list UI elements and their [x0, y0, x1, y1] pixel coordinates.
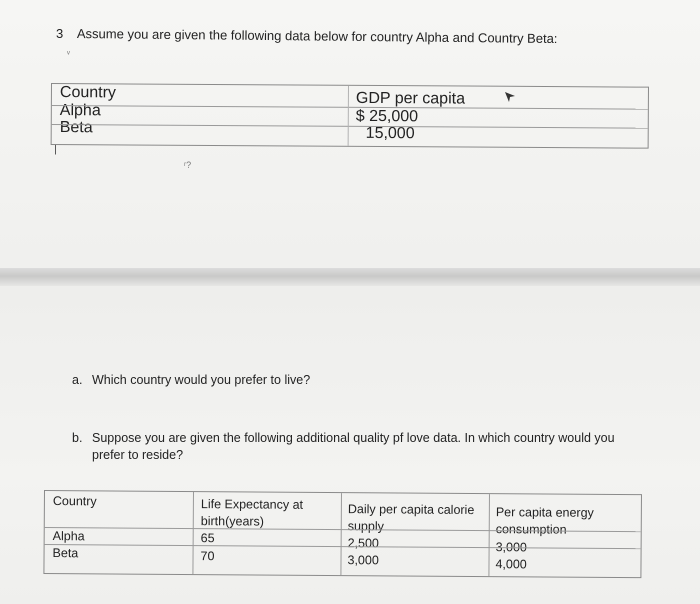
- table-divider: [340, 493, 342, 575]
- table-cell-energy: 3,000: [495, 540, 527, 555]
- table-cell-country: Beta: [52, 546, 79, 561]
- table-divider: [45, 544, 641, 549]
- table-header-life-expectancy: Life Expectancy at birth(years): [200, 497, 304, 529]
- question-number: 3: [56, 26, 64, 41]
- table-cell-country: Alpha: [59, 101, 101, 119]
- table-header-country: Country: [52, 494, 97, 509]
- table-cell-life: 65: [200, 531, 215, 546]
- table-divider: [52, 105, 648, 110]
- table-header-calorie: Daily per capita calorie supply: [347, 502, 475, 534]
- table-cell-calorie: 2,500: [347, 536, 379, 551]
- cursor-icon: [505, 92, 515, 102]
- table-cell-country: Alpha: [52, 529, 85, 544]
- part-b-text: Suppose you are given the following additional quality pf love data. In which country would you prefer to reside?: [92, 431, 615, 462]
- table-cell-life: 70: [200, 549, 215, 564]
- part-a-label: a.: [72, 373, 83, 387]
- table-divider: [192, 492, 194, 574]
- table-cell-gdp: 15,000: [365, 124, 415, 143]
- pen-mark: ᵥ: [67, 46, 70, 56]
- gdp-column: [356, 90, 465, 143]
- table-divider: [488, 494, 490, 576]
- part-a-text: Which country would you prefer to live?: [92, 373, 311, 387]
- table-cell-gdp: $ 25,000: [355, 107, 419, 125]
- question-text: Assume you are given the following data below for country Alpha and Country Beta:: [76, 26, 558, 47]
- part-b: [72, 430, 642, 462]
- country-column: [60, 84, 116, 137]
- table-divider: [52, 124, 648, 129]
- table-header-country: Country: [59, 84, 117, 102]
- table-header-gdp: GDP per capita: [355, 89, 466, 108]
- part-a: [72, 373, 310, 387]
- page-fold: [0, 268, 700, 286]
- part-b-label: b.: [72, 431, 83, 445]
- table-cell-calorie: 3,000: [347, 553, 379, 568]
- pen-mark: |: [54, 143, 57, 155]
- quality-of-life-table: [43, 490, 642, 578]
- table-header-energy: Per capita energy consumption: [495, 505, 594, 537]
- table-cell-country: Beta: [59, 119, 93, 137]
- gdp-table: [51, 83, 649, 149]
- table-divider: [348, 86, 349, 146]
- table-cell-energy: 4,000: [495, 557, 527, 572]
- pen-mark: ʳ?: [184, 160, 192, 170]
